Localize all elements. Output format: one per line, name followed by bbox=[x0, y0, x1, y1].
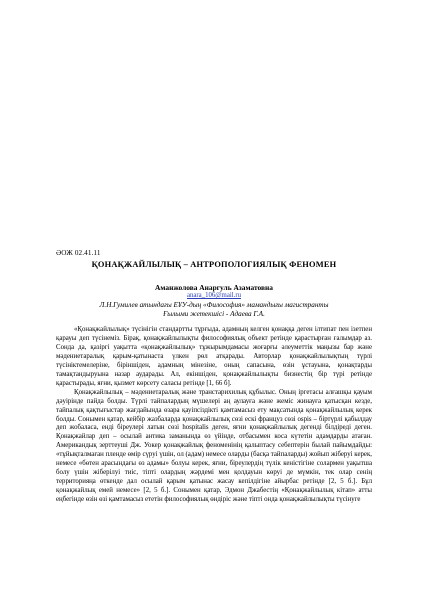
scientific-advisor: Ғылыми жетекшісі - Адаева Г.А. bbox=[163, 310, 265, 318]
paper-title: ҚОНАҚЖАЙЛЫЛЫҚ – АНТРОПОЛОГИЯЛЫҚ ФЕНОМЕН bbox=[91, 260, 337, 269]
paragraph: Қонақжайлылық – мәдениетаралық және транстарихилық құбылыс. Оның іргетасы алғашқы қауым дәуірінде пайда болды. Түрлі тайпалардың мүшелері аң аулауға және жеміс жинауға қатысқан кезде, тайпалық қақтығыстар жағдайында өзара қауіпсіздікті қамтамасыз ету мақсатында қонақжайлылық керек болды. Сонымен қатар, кейбір жазбаларда қонақжайлылық сөзі ескі француз сөзі ospis – біртүрлі қабылдау деп жобаласа, енді біреулері латын сөзі hospitalis деген, яғни қонақжайлылық дегенді білдіреді деген. Қонақжайлар деп – осылай антика заманында өз үйінде, отбасымен коса күтетін адамдарды атаған. Американдық зерттеуші Дж. Уокер қонақжайлық феноменінің қалыптасу себептерін былай пайымдайды: «тұйықталмаған пленде өмір сүруі үшін, ол (адам) немесе оларды (басқа тайпаларды) жойып жіберуі керек, немесе «бөтен арасындағы өз адамы» болуы керек, яғни, біреулердің түлік кеністігіне солармен уақытша болу үшін жіберілуі тиіс, тіпті олардың жәрдемі мен қолдауын көруі де мүмкін, тек олар сенің территорияңа өткенде дал осылай қарым қатынас жасау кепілдігіне айырбас ретінде [2, 5 б.]. Бұл қонақжайлық емей немесе» [2, 5 б.]. Сонымен қатар, Эдмон Джабестің «Қонақжайлылық кітап» атты еңбегінде өзін өзі қамтамасыз ететін философиялық өндіріс және тіпті онда қонақжайлылықты түсінуге bbox=[56, 388, 372, 504]
author-email-link[interactable]: anara_106@mail.ru bbox=[186, 292, 241, 299]
author-affiliation: Л.Н.Гумилев атындағы ЕҰУ-дың «Философия» мамандығы магистранты bbox=[99, 301, 329, 309]
udc-code: ӘОЖ 02.41.11 bbox=[56, 249, 101, 257]
body-text bbox=[56, 326, 372, 505]
author-name: Аманжолова Анаргуль Азаматовна bbox=[155, 283, 273, 292]
paragraph: «Қонақжайлылық» түсінігін стандартты тұрғыда, адамның келген қонаққа деген ілтипат пен ізетпен қарауы деп түсінеміз. Бірақ, қонақжайлылықты философиялық объект ретінде қарастырған ғалымдар аз. Сонда да, қазіргі уақытта «қонақжайлылық» тұжырымдамасы жоғарғы әлеуметтік маңызы бар және мәдениетаралық қарым-қатынаста үлкен рөл атқарады. Авторлар қонақжайлылықтың түрлі түсініктемелеріне, біріншіден, адамның мінезіне, оның сапасына, өзін ұстауына, қонақтарды тамақтандыруына назар аударады. Ал, екіншіден, қонақжайлылықты бизнестің бір түрі ретінде қарастырады, яғни, қызмет көрсету саласы ретінде [1, 66 б]. bbox=[56, 326, 372, 387]
